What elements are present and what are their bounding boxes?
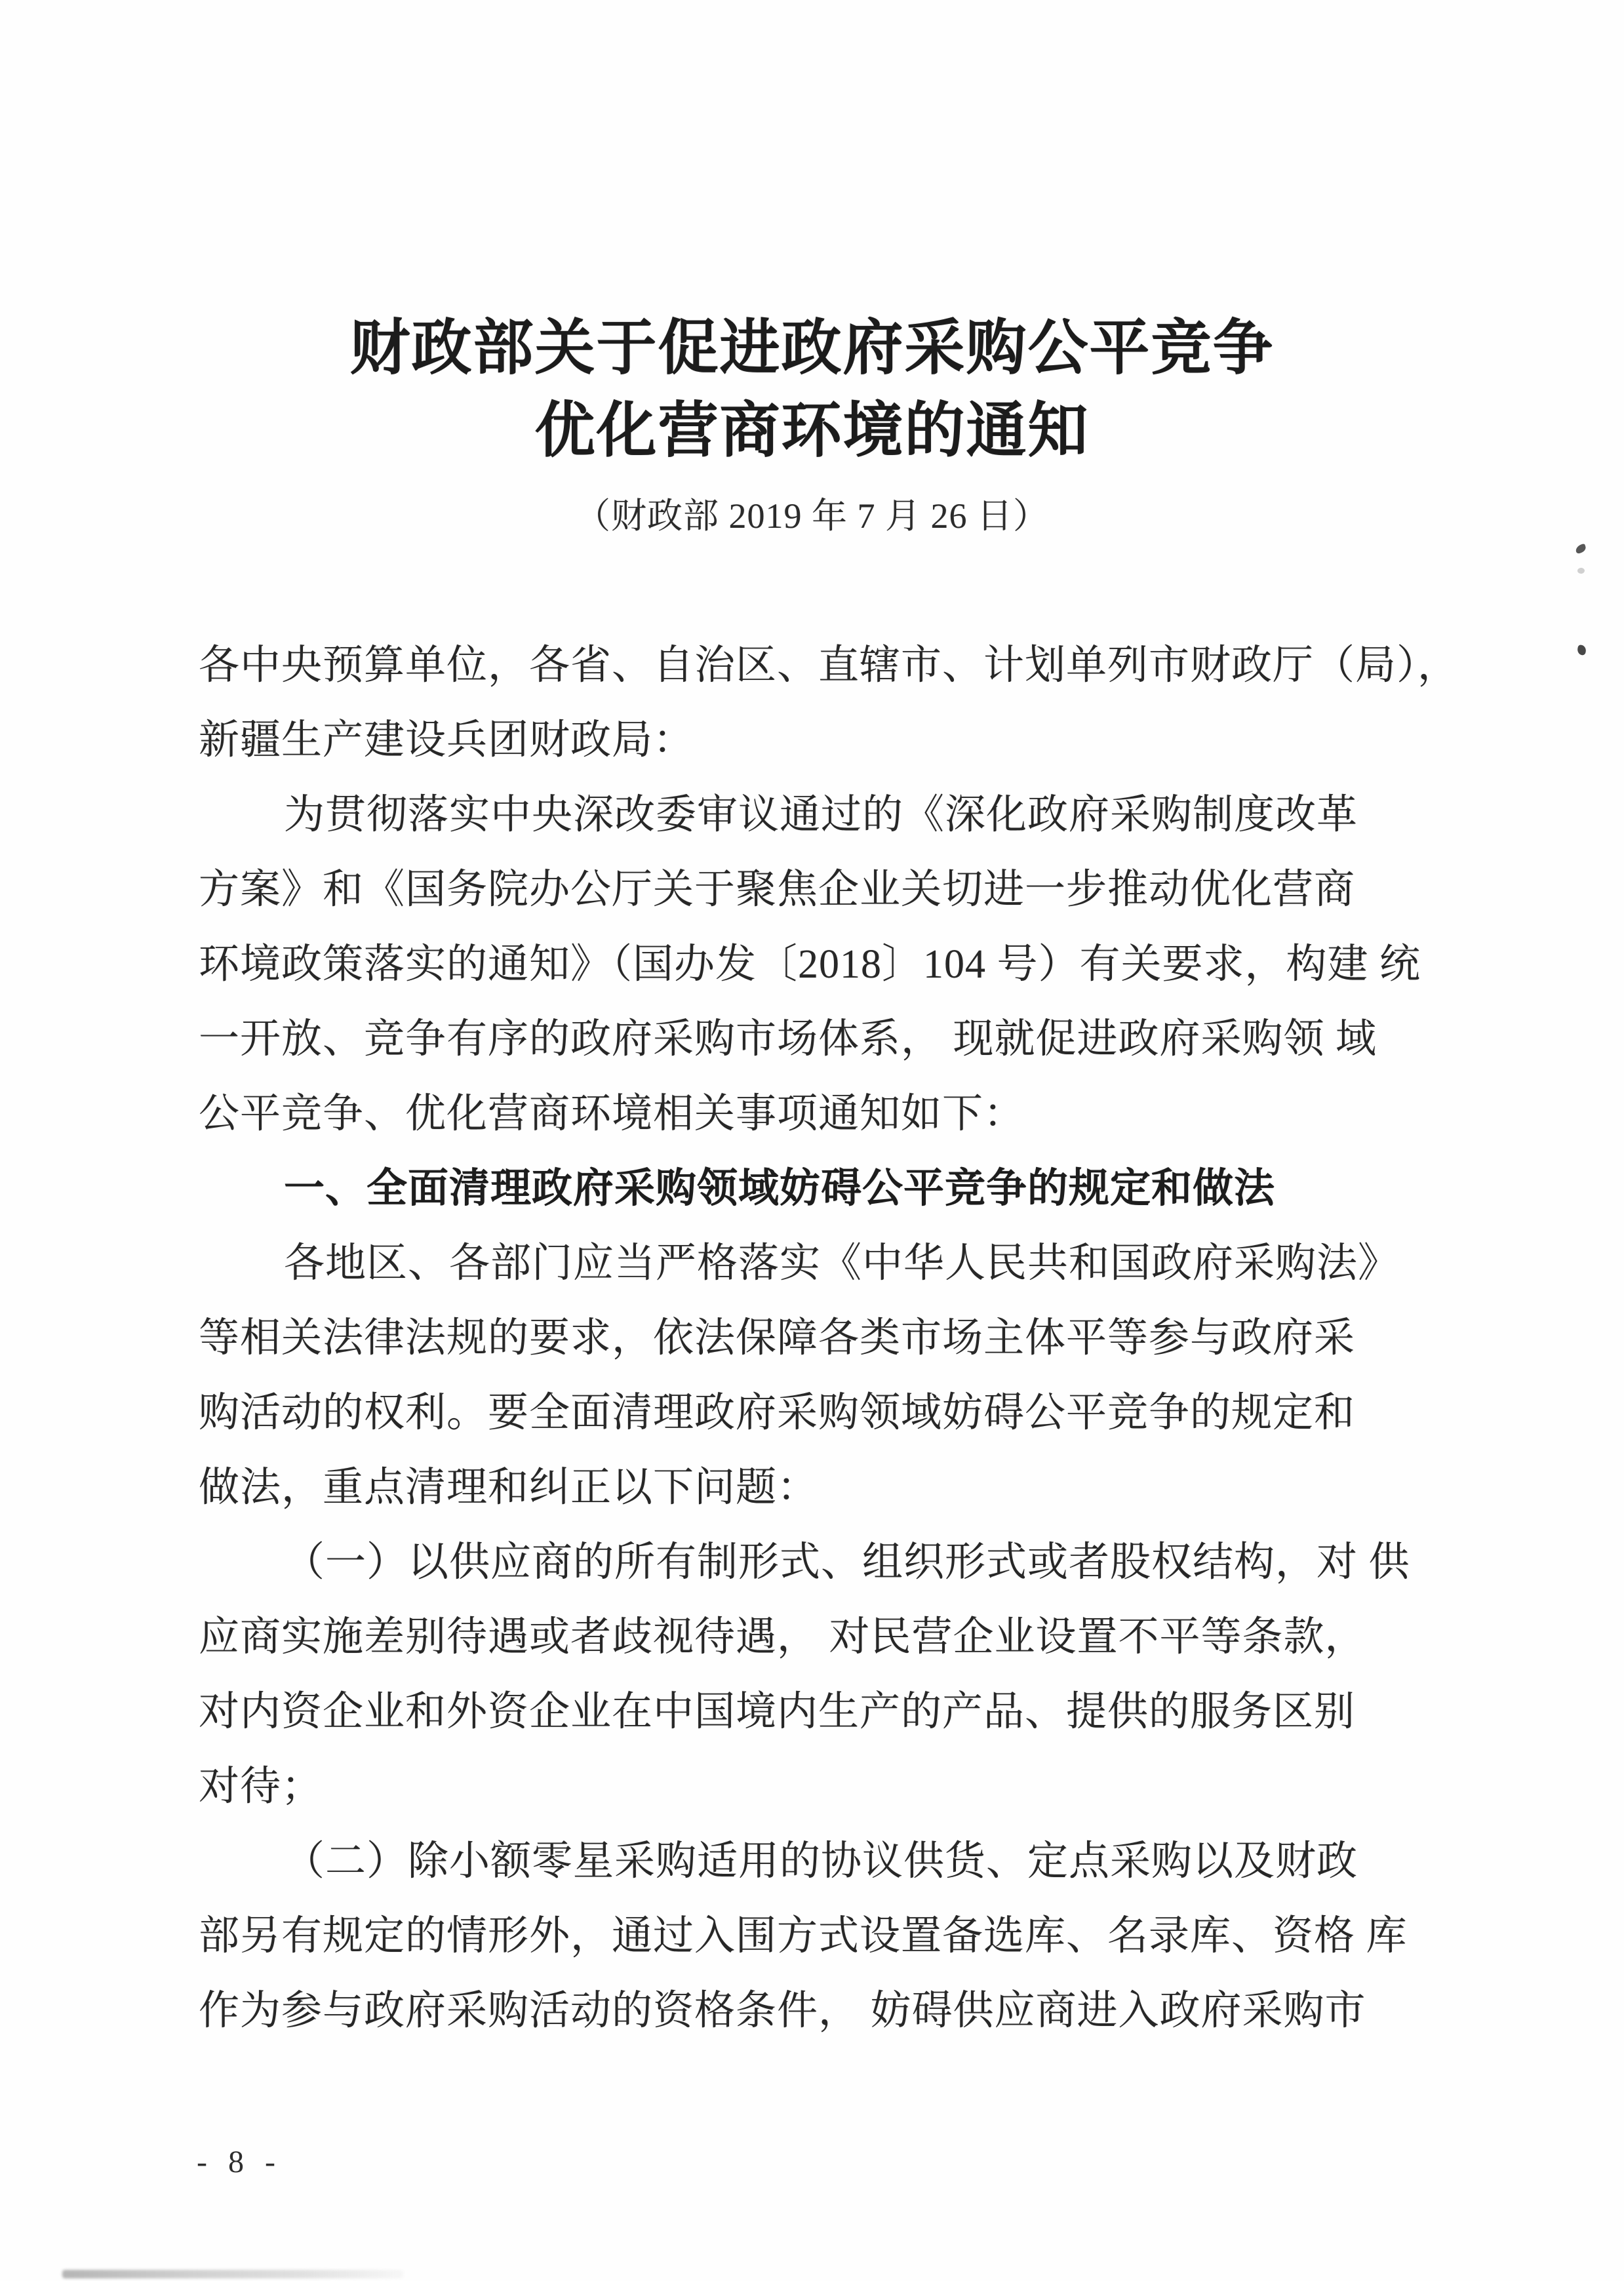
body-line: 部另有规定的情形外，通过入围方式设置备选库、名录库、资格 库 [199,1914,1408,1958]
body-line: 等相关法律法规的要求，依法保障各类市场主体平等参与政府采 [199,1316,1356,1360]
document-title [0,307,1624,472]
body-line: 为贯彻落实中央深改委审议通过的《深化政府采购制度改革 [284,793,1358,837]
document-title-line2: 优化营商环境的通知 [534,397,1090,464]
scan-speck-artifact [1575,544,1587,554]
body-line: 环境政策落实的通知》（国办发〔2018〕104 号）有关要求，构建 统 [199,942,1421,987]
body-line: 一开放、竞争有序的政府采购市场体系， 现就促进政府采购领 域 [199,1017,1377,1061]
document-body [199,628,1484,2048]
body-line: 各地区、各部门应当严格落实《中华人民共和国政府采购法》 [284,1241,1400,1286]
body-line: （一）以供应商的所有制形式、组织形式或者股权结构，对 供 [284,1540,1410,1585]
body-line: 方案》和《国务院办公厅关于聚焦企业关切进一步推动优化营商 [199,867,1356,912]
body-line: 一、全面清理政府采购领域妨碍公平竞争的规定和做法 [284,1166,1276,1211]
body-line: （二）除小额零星采购适用的协议供货、定点采购以及财政 [284,1839,1358,1884]
scan-smudge-artifact [62,2270,403,2278]
body-line: 新疆生产建设兵团财政局： [199,718,695,763]
body-line: 作为参与政府采购活动的资格条件， 妨碍供应商进入政府采购市 [199,1989,1366,2033]
scan-speck-artifact [1577,568,1585,574]
body-line: 做法，重点清理和纠正以下问题： [199,1465,819,1510]
body-line: 应商实施差别待遇或者歧视待遇， 对民营企业设置不平等条款， [199,1615,1366,1659]
body-line: 购活动的权利。要全面清理政府采购领域妨碍公平竞争的规定和 [199,1391,1356,1435]
body-line: 对待； [199,1764,323,1809]
body-line: 公平竞争、优化营商环境相关事项通知如下： [199,1092,1025,1136]
scan-speck-artifact [1577,645,1587,656]
document-title-line1: 财政部关于促进政府采购公平竞争 [349,315,1275,382]
body-line: 对内资企业和外资企业在中国境内生产的产品、提供的服务区别 [199,1690,1356,1734]
document-date-line: （财政部 2019 年 7 月 26 日） [575,496,1049,536]
body-line: 各中央预算单位，各省、自治区、直辖市、计划单列市财政厅（局）， [199,643,1459,688]
page-number: - 8 - [197,2145,282,2179]
